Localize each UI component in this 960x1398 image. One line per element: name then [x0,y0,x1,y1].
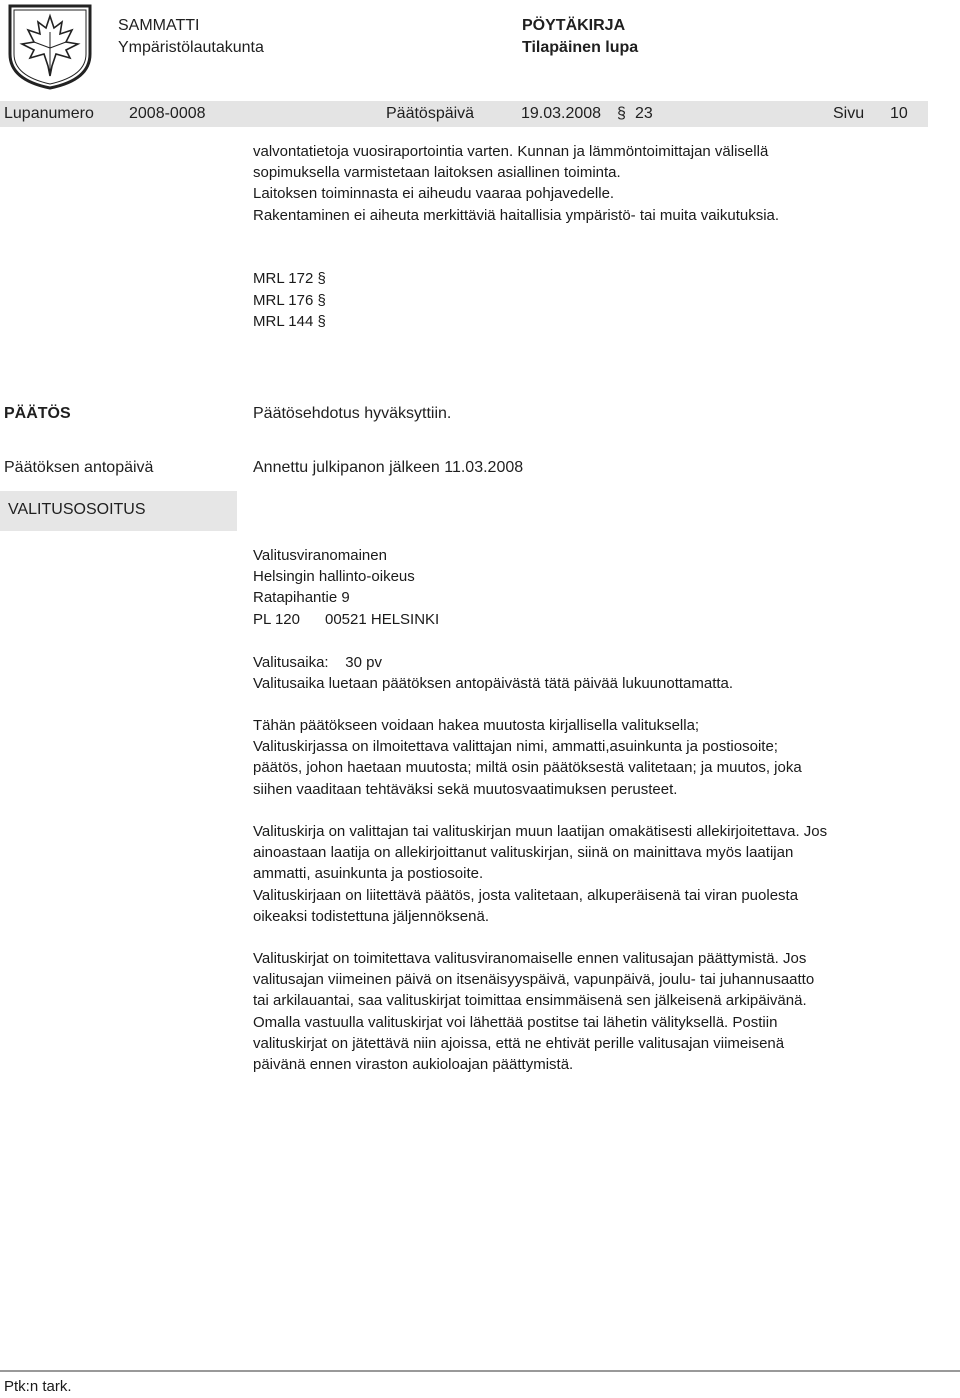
paragraph-line: Tähän päätökseen voidaan hakea muutosta kirjallisella valituksella; [253,717,700,734]
page-label: Sivu [833,105,865,122]
document-subject: Tilapäinen lupa [522,39,639,56]
law-reference: MRL 172 § [253,270,326,287]
footer-rule [0,1370,960,1372]
appeal-authority [253,545,439,630]
intro-line: Laitoksen toiminnasta ei aiheudu vaaraa pohjavedelle. [253,185,615,202]
paragraph-line: Valituskirjassa on ilmoitettava valittajan nimi, ammatti,asuinkunta ja postiosoite; [253,738,778,756]
paragraph-line: valitusajan viimeinen päivä on itsenäisyyspäivä, vapunpäivä, joulu- tai juhannusaatto [253,971,815,989]
intro-line: sopimuksella varmistetaan laitoksen asiallinen toiminta. [253,164,621,181]
info-bar [0,101,928,127]
authority-line: Helsingin hallinto-oikeus [253,568,415,586]
paragraph-line: ainoastaan laatija on allekirjoittanut valituskirjan, siinä on mainittava myös laatijan [253,844,794,862]
decision-date-label: Päätöspäivä [386,105,475,122]
paragraph-line: oikeaksi todistettuna jäljennöksenä. [253,907,489,925]
announce-label: Päätöksen antopäivä [4,459,154,476]
paragraph-line: päätös, johon haetaan muutosta; miltä osin päätöksestä valitetaan; ja muutos, joka [253,759,802,777]
appeal-section-bar [0,491,960,531]
paragraph-line: päivänä ennen viraston aukioloajan päättymistä. [253,1056,574,1074]
document-type: PÖYTÄKIRJA [522,17,626,34]
appeal-paragraph-1 [253,715,802,800]
decision-label: PÄÄTÖS [4,405,71,422]
paragraph-line: Valituskirjat on toimitettava valitusviranomaiselle ennen valitusajan päättymistä. Jos [253,950,807,967]
law-reference: MRL 144 § [253,313,326,330]
department-name: Ympäristölautakunta [118,39,264,56]
permit-number-value: 2008-0008 [129,105,206,122]
paragraph-line: Omalla vastuulla valituskirjat voi lähettää postitse tai lähetin välityksellä. Postiin [253,1013,778,1031]
section-symbol: § [617,105,626,122]
appeal-section-label: VALITUSOSOITUS [8,501,146,518]
paragraph-line: Valituskirjaan on liitettävä päätös, josta valitetaan, alkuperäisenä tai viran puolesta [253,886,799,904]
period-line: Valitusaika luetaan päätöksen antopäivästä tätä päivää lukuunottamatta. [253,675,734,693]
appeal-paragraph-3 [253,948,814,1075]
appeal-paragraph-2 [253,821,827,927]
authority-line: Valitusviranomainen [253,547,387,564]
footer-text: Ptk:n tark. [4,1378,72,1395]
decision-text: Päätösehdotus hyväksyttiin. [253,405,452,422]
paragraph-line: tai arkilauantai, saa valituskirjat toimittaa ensimmäisenä sen jälkeisenä arkipäivänä. [253,992,807,1010]
authority-line: Ratapihantie 9 [253,589,350,607]
paragraph-line: siihen vaaditaan tehtäväksi sekä muutosvaatimuksen perusteet. [253,780,678,798]
municipal-coat-of-arms-icon [4,2,96,90]
appeal-period [253,652,733,694]
org-name: SAMMATTI [118,17,200,34]
paragraph-line: valituskirjat on jätettävä niin ajoissa, että ne ehtivät perille valitusajan viimeisenä [253,1034,785,1052]
announce-text: Annettu julkipanon jälkeen 11.03.2008 [253,459,524,476]
paragraph-line: Valituskirja on valittajan tai valituskirjan muun laatijan omakätisesti allekirjoitettava. Jos [253,823,828,840]
intro-line: valvontatietoja vuosiraportointia varten. Kunnan ja lämmöntoimittajan välisellä [253,143,769,160]
appeal-bar-blank [237,491,960,531]
period-line: Valitusaika: 30 pv [253,654,382,671]
page-number: 10 [890,105,908,122]
intro-line: Rakentaminen ei aiheuta merkittäviä haitallisia ympäristö- tai muita vaikutuksia. [253,207,780,224]
authority-line: PL 120 00521 HELSINKI [253,610,440,628]
law-reference: MRL 176 § [253,292,326,309]
decision-date-value: 19.03.2008 [521,105,602,122]
paragraph-line: ammatti, asuinkunta ja postiosoite. [253,865,484,883]
section-number: 23 [635,105,653,122]
permit-number-label: Lupanumero [4,105,94,122]
